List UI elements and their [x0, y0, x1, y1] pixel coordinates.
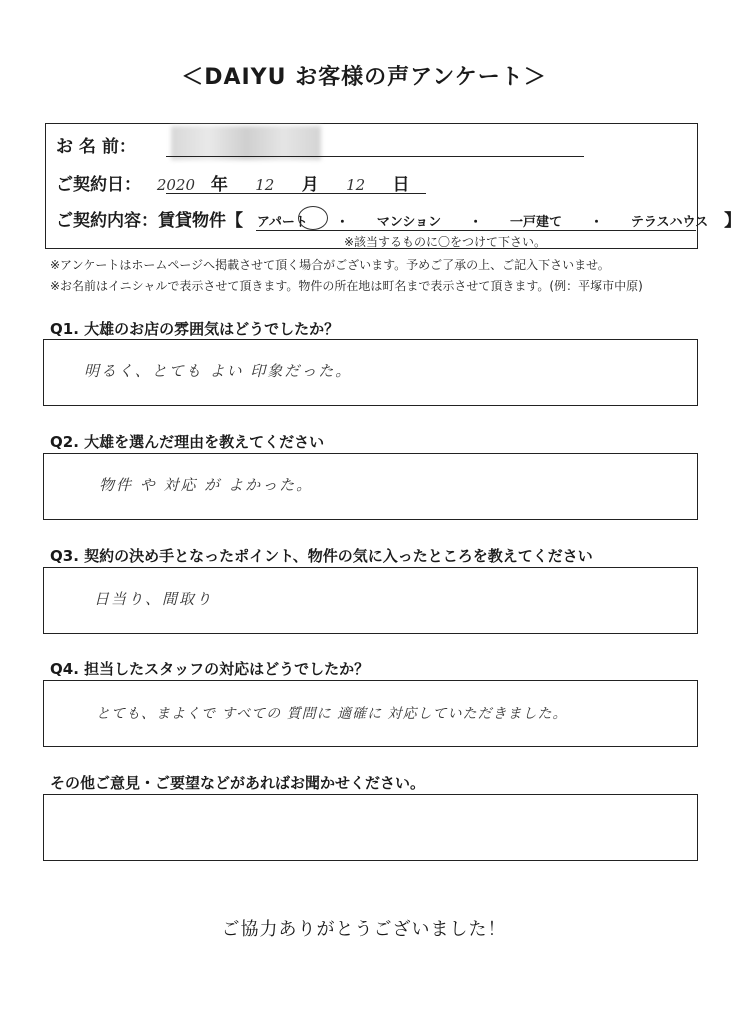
answer-1: 明るく、とても よい 印象だった。 — [84, 362, 353, 380]
answer-2: 物件 や 対応 が よかった。 — [99, 476, 314, 494]
option-house: 一戸建て — [510, 215, 563, 230]
date-month: 12 — [255, 176, 275, 194]
question-other: その他ご意見・ご要望などがあればお聞かせください。 — [50, 774, 426, 792]
month-unit: 月 — [301, 175, 319, 195]
date-year: 2020 — [156, 176, 196, 194]
bracket-close: 】 — [724, 211, 741, 231]
answer-4: とても、まよくで すべての 質問に 適確に 対応していただきました。 — [96, 706, 568, 722]
answer-box-1 — [43, 339, 698, 406]
answer-box-2 — [43, 453, 698, 520]
redacted-name — [171, 126, 321, 160]
contract-row — [56, 206, 741, 231]
option-apartment: アパート — [256, 215, 308, 230]
contract-label: ご契約内容：賃貸物件【 — [56, 211, 243, 231]
day-unit: 日 — [392, 175, 410, 195]
contract-underline — [256, 230, 696, 231]
date-row — [56, 170, 410, 195]
option-separator: ・ — [335, 215, 349, 230]
question-1: Q1. 大雄のお店の雰囲気はどうでしたか？ — [50, 320, 340, 338]
answer-box-3 — [43, 567, 698, 634]
question-4: Q4. 担当したスタッフの対応はどうでしたか？ — [50, 660, 370, 678]
name-underline — [166, 156, 584, 157]
answer-box-other — [43, 794, 698, 861]
page-title: ＜DAIYU お客様の声アンケート＞ — [181, 65, 547, 90]
date-underline — [166, 193, 426, 194]
option-mansion: マンション — [376, 215, 442, 230]
option-terrace-house: テラスハウス — [630, 215, 709, 230]
note-initials: ※お名前はイニシャルで表示させて頂きます。物件の所在地は町名まで表示させて頂きます。(例：平塚市中原) — [50, 279, 643, 293]
date-day: 12 — [346, 176, 366, 194]
question-2: Q2. 大雄を選んだ理由を教えてください — [50, 433, 325, 451]
thanks-message: ご協力ありがとうございました！ — [221, 919, 507, 940]
name-label: お 名 前： — [56, 137, 136, 157]
contract-info-box — [45, 123, 741, 249]
question-3: Q3. 契約の決め手となったポイント、物件の気に入ったところを教えてください — [50, 547, 593, 565]
answer-3: 日当り、間取り — [94, 590, 214, 608]
circle-note: ※該当するものに〇をつけて下さい。 — [344, 235, 547, 249]
answer-box-4 — [43, 680, 698, 747]
name-row — [56, 132, 136, 157]
selected-option-circle — [298, 206, 328, 230]
date-label: ご契約日： — [56, 175, 141, 195]
option-separator: ・ — [469, 215, 483, 230]
option-separator: ・ — [589, 215, 603, 230]
note-publication: ※アンケートはホームページへ掲載させて頂く場合がございます。予めご了承の上、ご記入下さいませ。 — [50, 258, 610, 272]
year-unit: 年 — [210, 175, 228, 195]
